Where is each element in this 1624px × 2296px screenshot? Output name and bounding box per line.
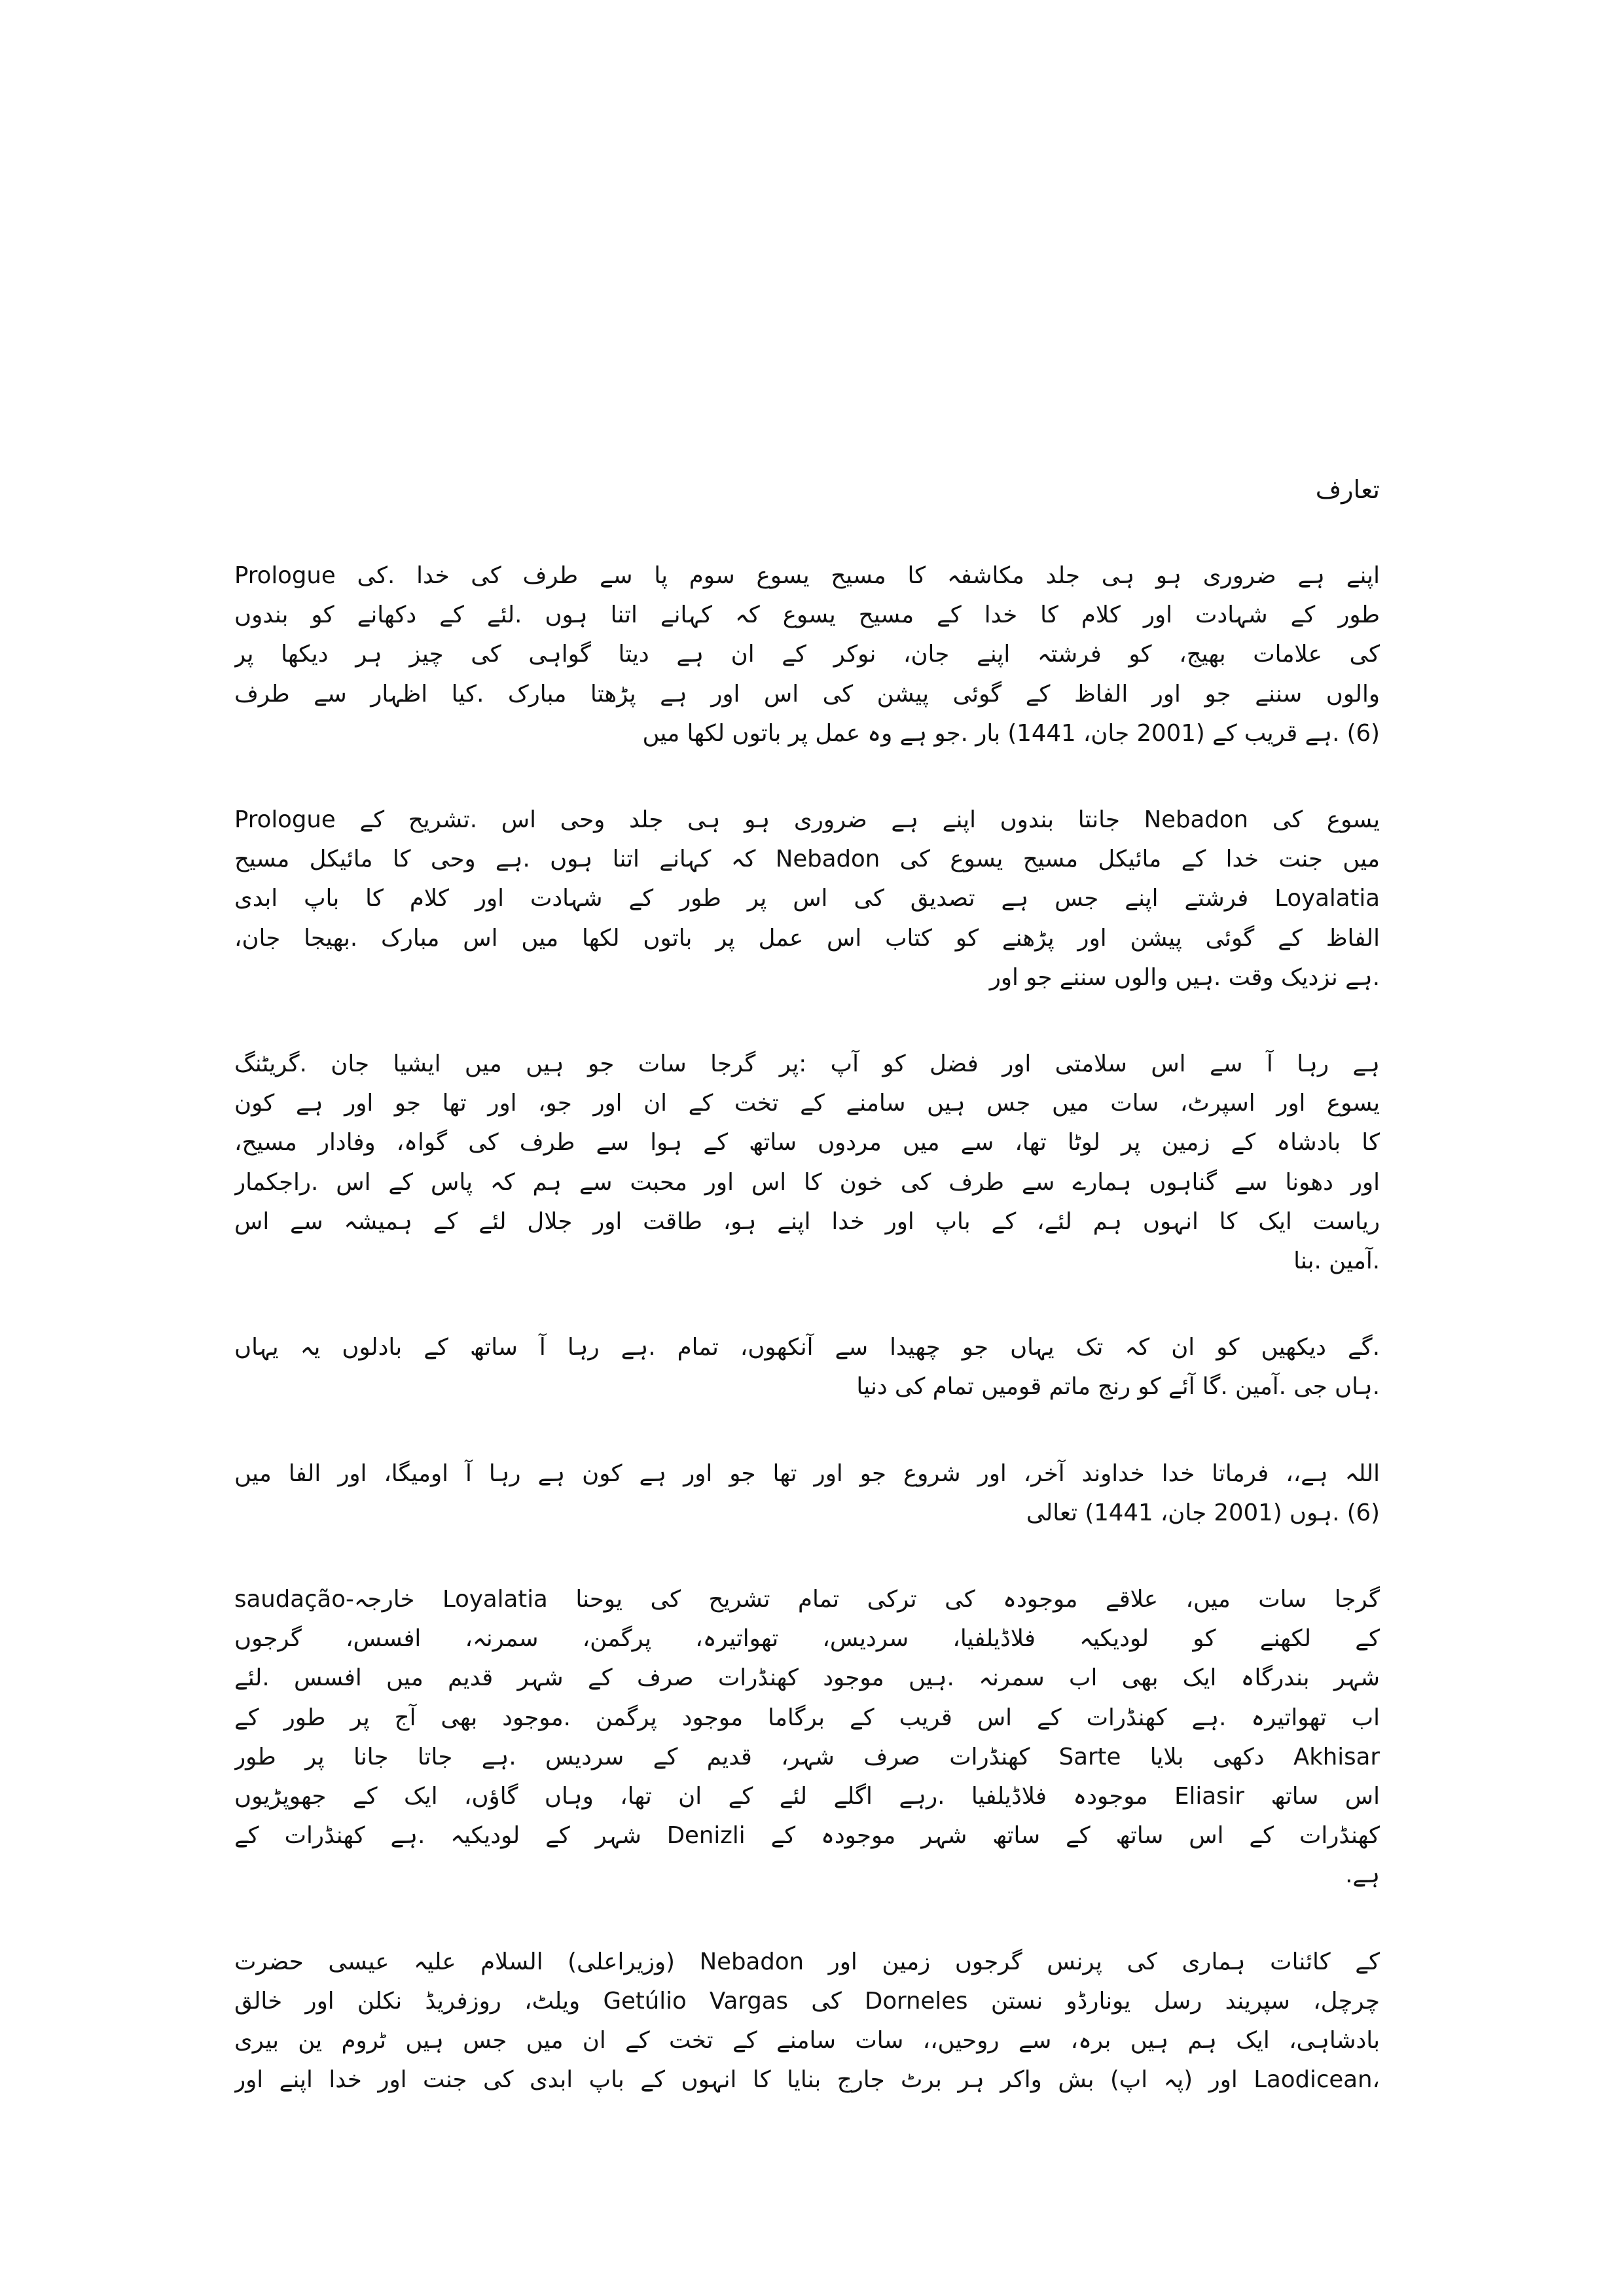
text-line: بادشاہی، ایک ہم ہیں برہ، سے روحیں،، سات سامنے کے تخت کے ان میں جس ہیں ٹروم ین بیری — [234, 2027, 1380, 2054]
text-line: میں جنت خدا کے مائیکل مسیح یسوع کی Nebadon کہ کہانے اتنا ہوں .ہے وحی کا مائیکل مسیح — [234, 846, 1380, 873]
text-line: اس ساتھ Eliasir موجودہ فلاڈیلفیا .رہے اگلے لئے کے ان تھا، وہاں گاؤں، ایک کے جھوپڑیوں — [234, 1783, 1380, 1810]
text-line: .ہاں جی .آمین .گا آئے کو رنج ماتم قومیں تمام کی دنیا — [856, 1373, 1380, 1401]
text-line: اب تھواتیرہ .ہے کھنڈرات کے اس قریب کے برگاما موجود پرگمن .موجود بھی آج پر طور کے — [234, 1704, 1380, 1731]
text-line: .آمین .بنا — [1293, 1247, 1380, 1275]
text-line: ہے رہا آ سے اس سلامتی اور فضل کو آپ :پر گرجا سات جو ہیں میں ایشیا جان .گریٹنگ — [234, 1050, 1380, 1078]
text-line: (6) .ہوں (2001 جان، 1441) تعالی — [1026, 1499, 1380, 1526]
text-line: ،Laodicean اور (پہ اپ) بش واکر ہر برٹ جارج بنایا کا انہوں کے باپ ابدی کی جنت اور خدا اپنے اور — [234, 2066, 1380, 2094]
paragraph-1 — [234, 556, 1380, 753]
document-page — [234, 470, 1380, 2147]
text-line: اپنے ہے ضروری ہو ہی جلد مکاشفہ کا مسیح یسوع سوم پا سے طرف کی خدا .کی Prologue — [234, 562, 1380, 589]
text-line: اللہ ہے،، فرماتا خدا خداوند آخر، اور شروع جو اور تھا جو اور ہے کون ہے رہا آ اومیگا، اور الفا میں — [234, 1460, 1380, 1487]
page-title: تعارف — [1315, 475, 1380, 504]
text-line: کے لکھنے کو لودیکیہ فلاڈیلفیا، سردیس، تھواتیرہ، پرگمن، سمرنہ، افسس، گرجوں — [234, 1625, 1380, 1653]
text-line: شہر بندرگاہ ایک بھی اب سمرنہ .ہیں موجود کھنڈرات صرف کے شہر قدیم میں افسس .لئے — [234, 1664, 1380, 1692]
text-line: .ہے نزدیک وقت .ہیں والوں سننے جو اور — [989, 963, 1380, 991]
paragraph-3 — [234, 1045, 1380, 1281]
text-line: والوں سننے جو اور الفاظ کے گوئی پیشن کی اس اور ہے پڑھتا مبارک .کیا اظہار سے طرف — [234, 680, 1380, 708]
text-line: Akhisar دکھی بلایا Sarte کھنڈرات صرف شہر، قدیم کے سردیس .ہے جاتا جانا پر طور — [234, 1743, 1380, 1770]
text-line: کھنڈرات کے اس ساتھ کے ساتھ شہر موجودہ کے Denizli شہر کے لودیکیہ .ہے کھنڈرات کے — [234, 1822, 1380, 1850]
paragraph-5 — [234, 1454, 1380, 1533]
paragraph-4 — [234, 1328, 1380, 1407]
text-line: اور دھونا سے گناہوں ہمارے سے طرف کی خون کا اس اور محبت سے ہم کہ پاس کے اس .راجکمار — [234, 1168, 1380, 1196]
text-line: (6) .ہے قریب کے (2001 جان، 1441) بار .جو ہے وہ عمل پر باتوں لکھا میں — [642, 719, 1380, 747]
text-line: چرچل، سپریند رسل یونارڈو نستن Dorneles کی Getúlio Vargas ویلٹ، روزفریڈ نکلن اور خالق — [234, 1987, 1380, 2015]
text-line: کی علامات بھیج، کو فرشتہ اپنے جان، نوکر کے ان ہے دیتا گواہی کی چیز ہر دیکھا پر — [234, 641, 1380, 668]
text-line: ریاست ایک کا انہوں ہم لئے، کے باپ اور خدا اپنے ہو، طاقت اور جلال لئے کے ہمیشہ سے اس — [234, 1208, 1380, 1235]
paragraph-7 — [234, 1943, 1380, 2100]
text-line: کا بادشاہ کے زمین پر لوٹا تھا، سے میں مردوں ساتھ کے ہوا سے طرف کی گواہ، وفادار مسیح، — [234, 1129, 1380, 1157]
text-line: کے کائنات ہماری کی پرنس گرجوں زمین اور Nebadon (وزیراعلی) السلام علیہ عیسی حضرت — [234, 1948, 1380, 1975]
paragraph-6 — [234, 1580, 1380, 1895]
text-line: گرجا سات میں، علاقے موجودہ کی ترکی تمام تشریح کی یوحنا Loyalatia خارجہ-saudação — [234, 1586, 1380, 1613]
text-line: .گے دیکھیں کو ان کہ تک یہاں جو چھیدا سے آنکھوں، تمام .ہے رہا آ ساتھ کے بادلوں یہ یہاں — [234, 1334, 1380, 1361]
text-line: طور کے شہادت اور کلام کا خدا کے مسیح یسوع کہ کہانے اتنا ہوں .لئے کے دکھانے کو بندوں — [234, 601, 1380, 629]
text-line: ہے. — [1345, 1861, 1380, 1889]
paragraph-2 — [234, 800, 1380, 997]
text-line: یسوع اور اسپرٹ، سات میں جس ہیں سامنے کے تخت کے ان اور جو، اور تھا جو اور ہے کون — [234, 1090, 1380, 1117]
text-line: یسوع کی Nebadon جانتا بندوں اپنے ہے ضروری ہو ہی جلد وحی اس .تشریح کے Prologue — [234, 806, 1380, 834]
text-line: Loyalatia فرشتے اپنے جس ہے تصدیق کی اس پر طور کے شہادت اور کلام کا باپ ابدی — [234, 885, 1380, 912]
text-line: الفاظ کے گوئی پیشن اور پڑھنے کو کتاب اس عمل پر باتوں لکھا میں اس مبارک .بھیجا جان، — [234, 924, 1380, 952]
